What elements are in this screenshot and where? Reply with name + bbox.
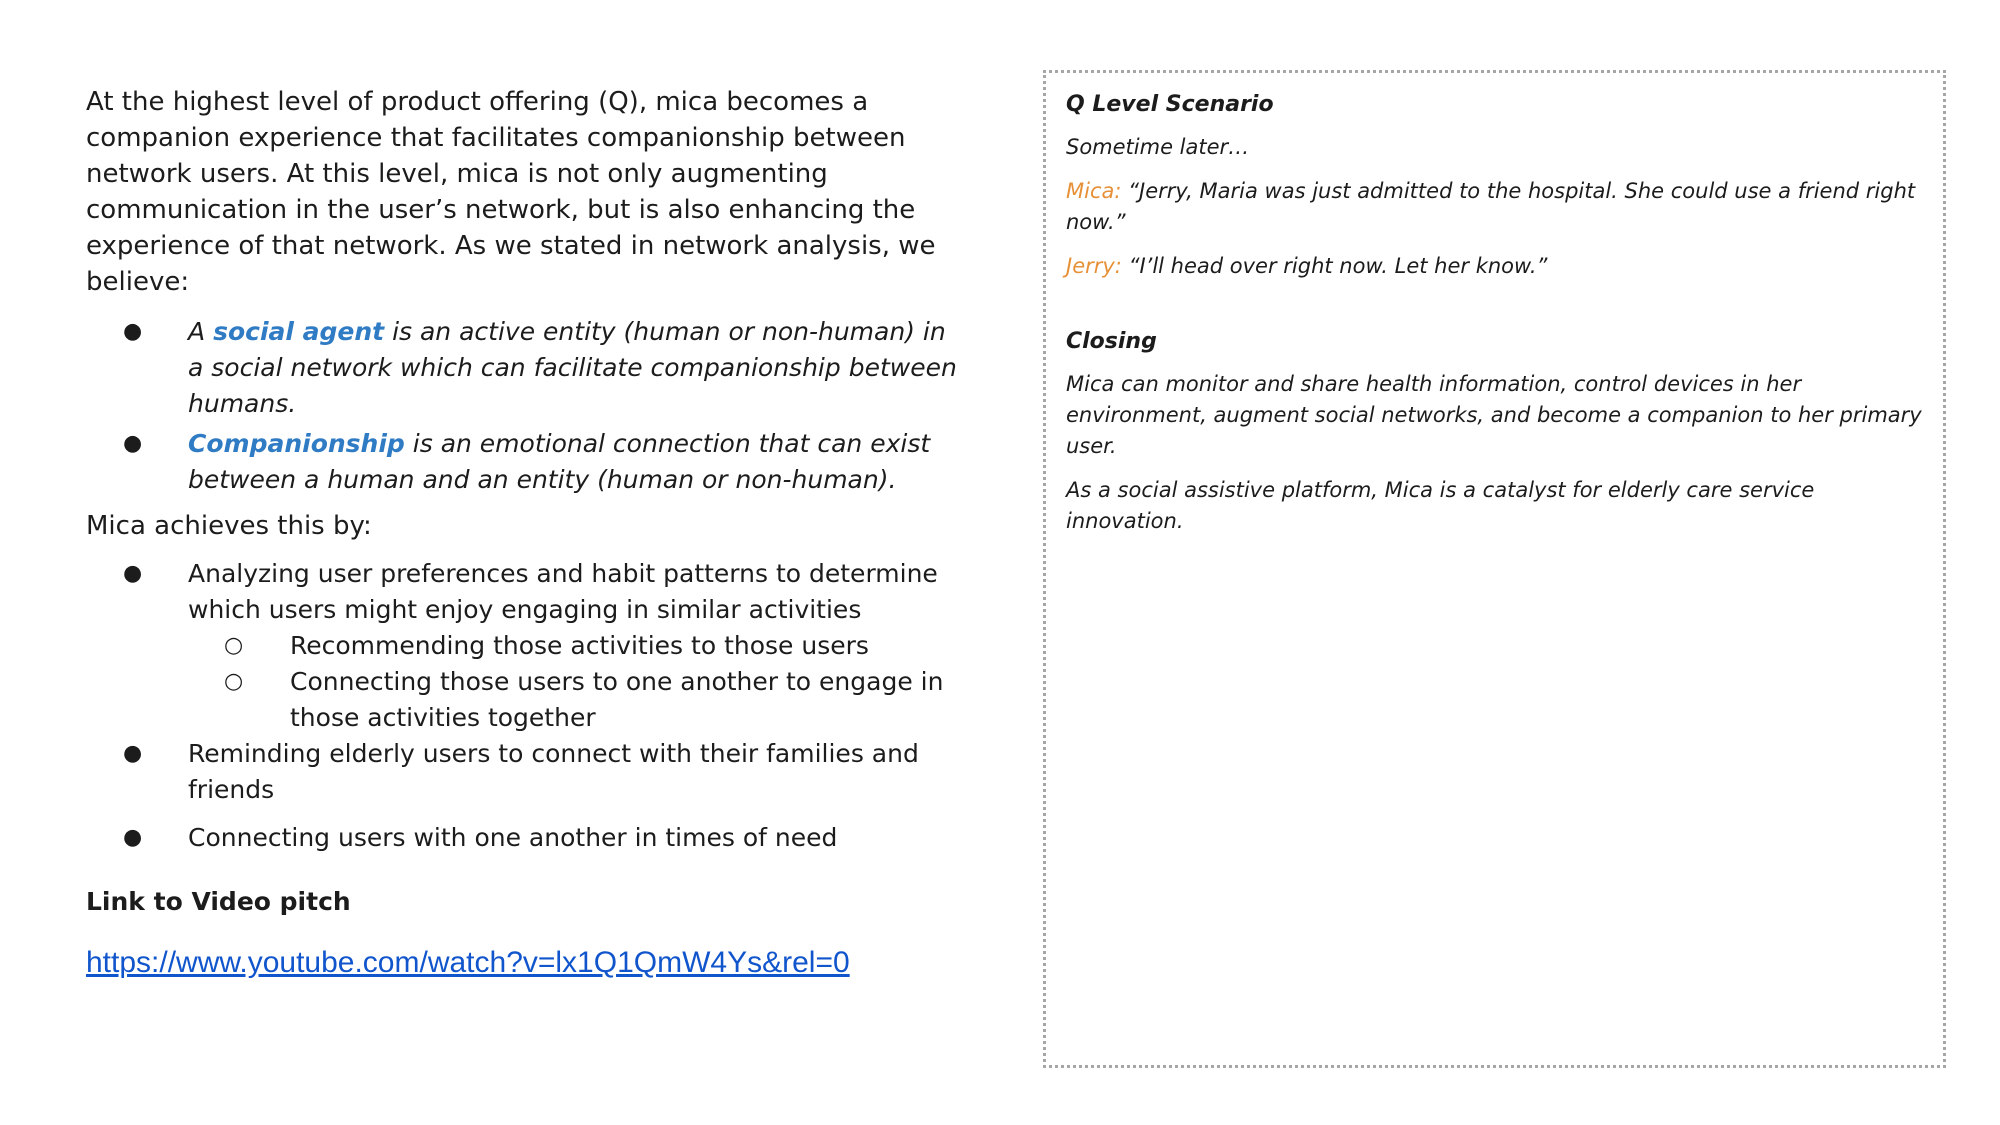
list-item-text: Reminding elderly users to connect with their families and friends <box>188 739 919 804</box>
sub-list-item-text: Recommending those activities to those users <box>290 631 869 660</box>
scenario-panel <box>1043 70 1946 1068</box>
scenario-intro: Sometime later… <box>1066 135 1250 159</box>
video-pitch-link[interactable]: https://www.youtube.com/watch?v=lx1Q1QmW4Ys&rel=0 <box>86 946 850 979</box>
definition-text: is an active entity (human or non-human) in a social network which can facilitate companionship between humans. <box>188 317 957 418</box>
closing-paragraph-1: Mica can monitor and share health information, control devices in her environment, augment social networks, and become a companion to her primary user. <box>1066 372 1922 458</box>
definition-prefix: A <box>188 317 214 346</box>
sub-list-item-text: Connecting those users to one another to engage in those activities together <box>290 667 944 732</box>
list-item <box>86 556 966 628</box>
closing-paragraph-2: As a social assistive platform, Mica is a catalyst for elderly care service innovation. <box>1066 478 1815 533</box>
list-item-text: Analyzing user preferences and habit patterns to determine which users might enjoy engaging in similar activities <box>188 559 938 624</box>
definitions-list <box>86 314 966 498</box>
bullet-icon: ● <box>123 741 143 766</box>
dialogue-line-jerry <box>1066 251 1926 282</box>
bullet-icon: ● <box>123 561 143 586</box>
definition-social-agent <box>86 314 966 422</box>
dialogue-text: “I’ll head over right now. Let her know.” <box>1121 254 1548 278</box>
bullet-icon: ● <box>123 825 143 850</box>
scenario-title: Q Level Scenario <box>1066 92 1274 117</box>
achieves-list <box>86 556 966 856</box>
term-companionship: Companionship <box>188 429 405 458</box>
speaker-mica: Mica: <box>1066 179 1122 203</box>
bullet-icon: ● <box>123 431 143 456</box>
speaker-jerry: Jerry: <box>1066 254 1122 278</box>
definition-text: is an emotional connection that can exist between a human and an entity (human or non-human). <box>188 429 931 494</box>
sub-list-item <box>86 628 966 664</box>
list-item-text: Connecting users with one another in times of need <box>188 823 838 852</box>
left-column <box>86 84 966 856</box>
list-item <box>86 820 966 856</box>
scenario-panel-content <box>1066 89 1926 550</box>
term-social-agent: social agent <box>213 317 385 346</box>
list-item <box>86 736 966 808</box>
link-heading: Link to Video pitch <box>86 887 351 916</box>
achieves-label: Mica achieves this by: <box>86 511 372 541</box>
dialogue-text: “Jerry, Maria was just admitted to the hospital. She could use a friend right now.” <box>1066 179 1916 234</box>
sub-bullet-icon: ○ <box>224 669 244 694</box>
closing-title: Closing <box>1066 329 1157 354</box>
sub-bullet-icon: ○ <box>224 633 244 658</box>
definition-companionship <box>86 426 966 498</box>
bullet-icon: ● <box>123 319 143 344</box>
intro-paragraph: At the highest level of product offering (Q), mica becomes a companion experience that facilitates companionship between network users. At this level, mica is not only augmenting communication in the user’s network, but is also enhancing the experience of that network. As we stated in network analysis, we believe: <box>86 87 936 297</box>
sub-list-item <box>86 664 966 736</box>
dialogue-line-mica <box>1066 176 1926 238</box>
